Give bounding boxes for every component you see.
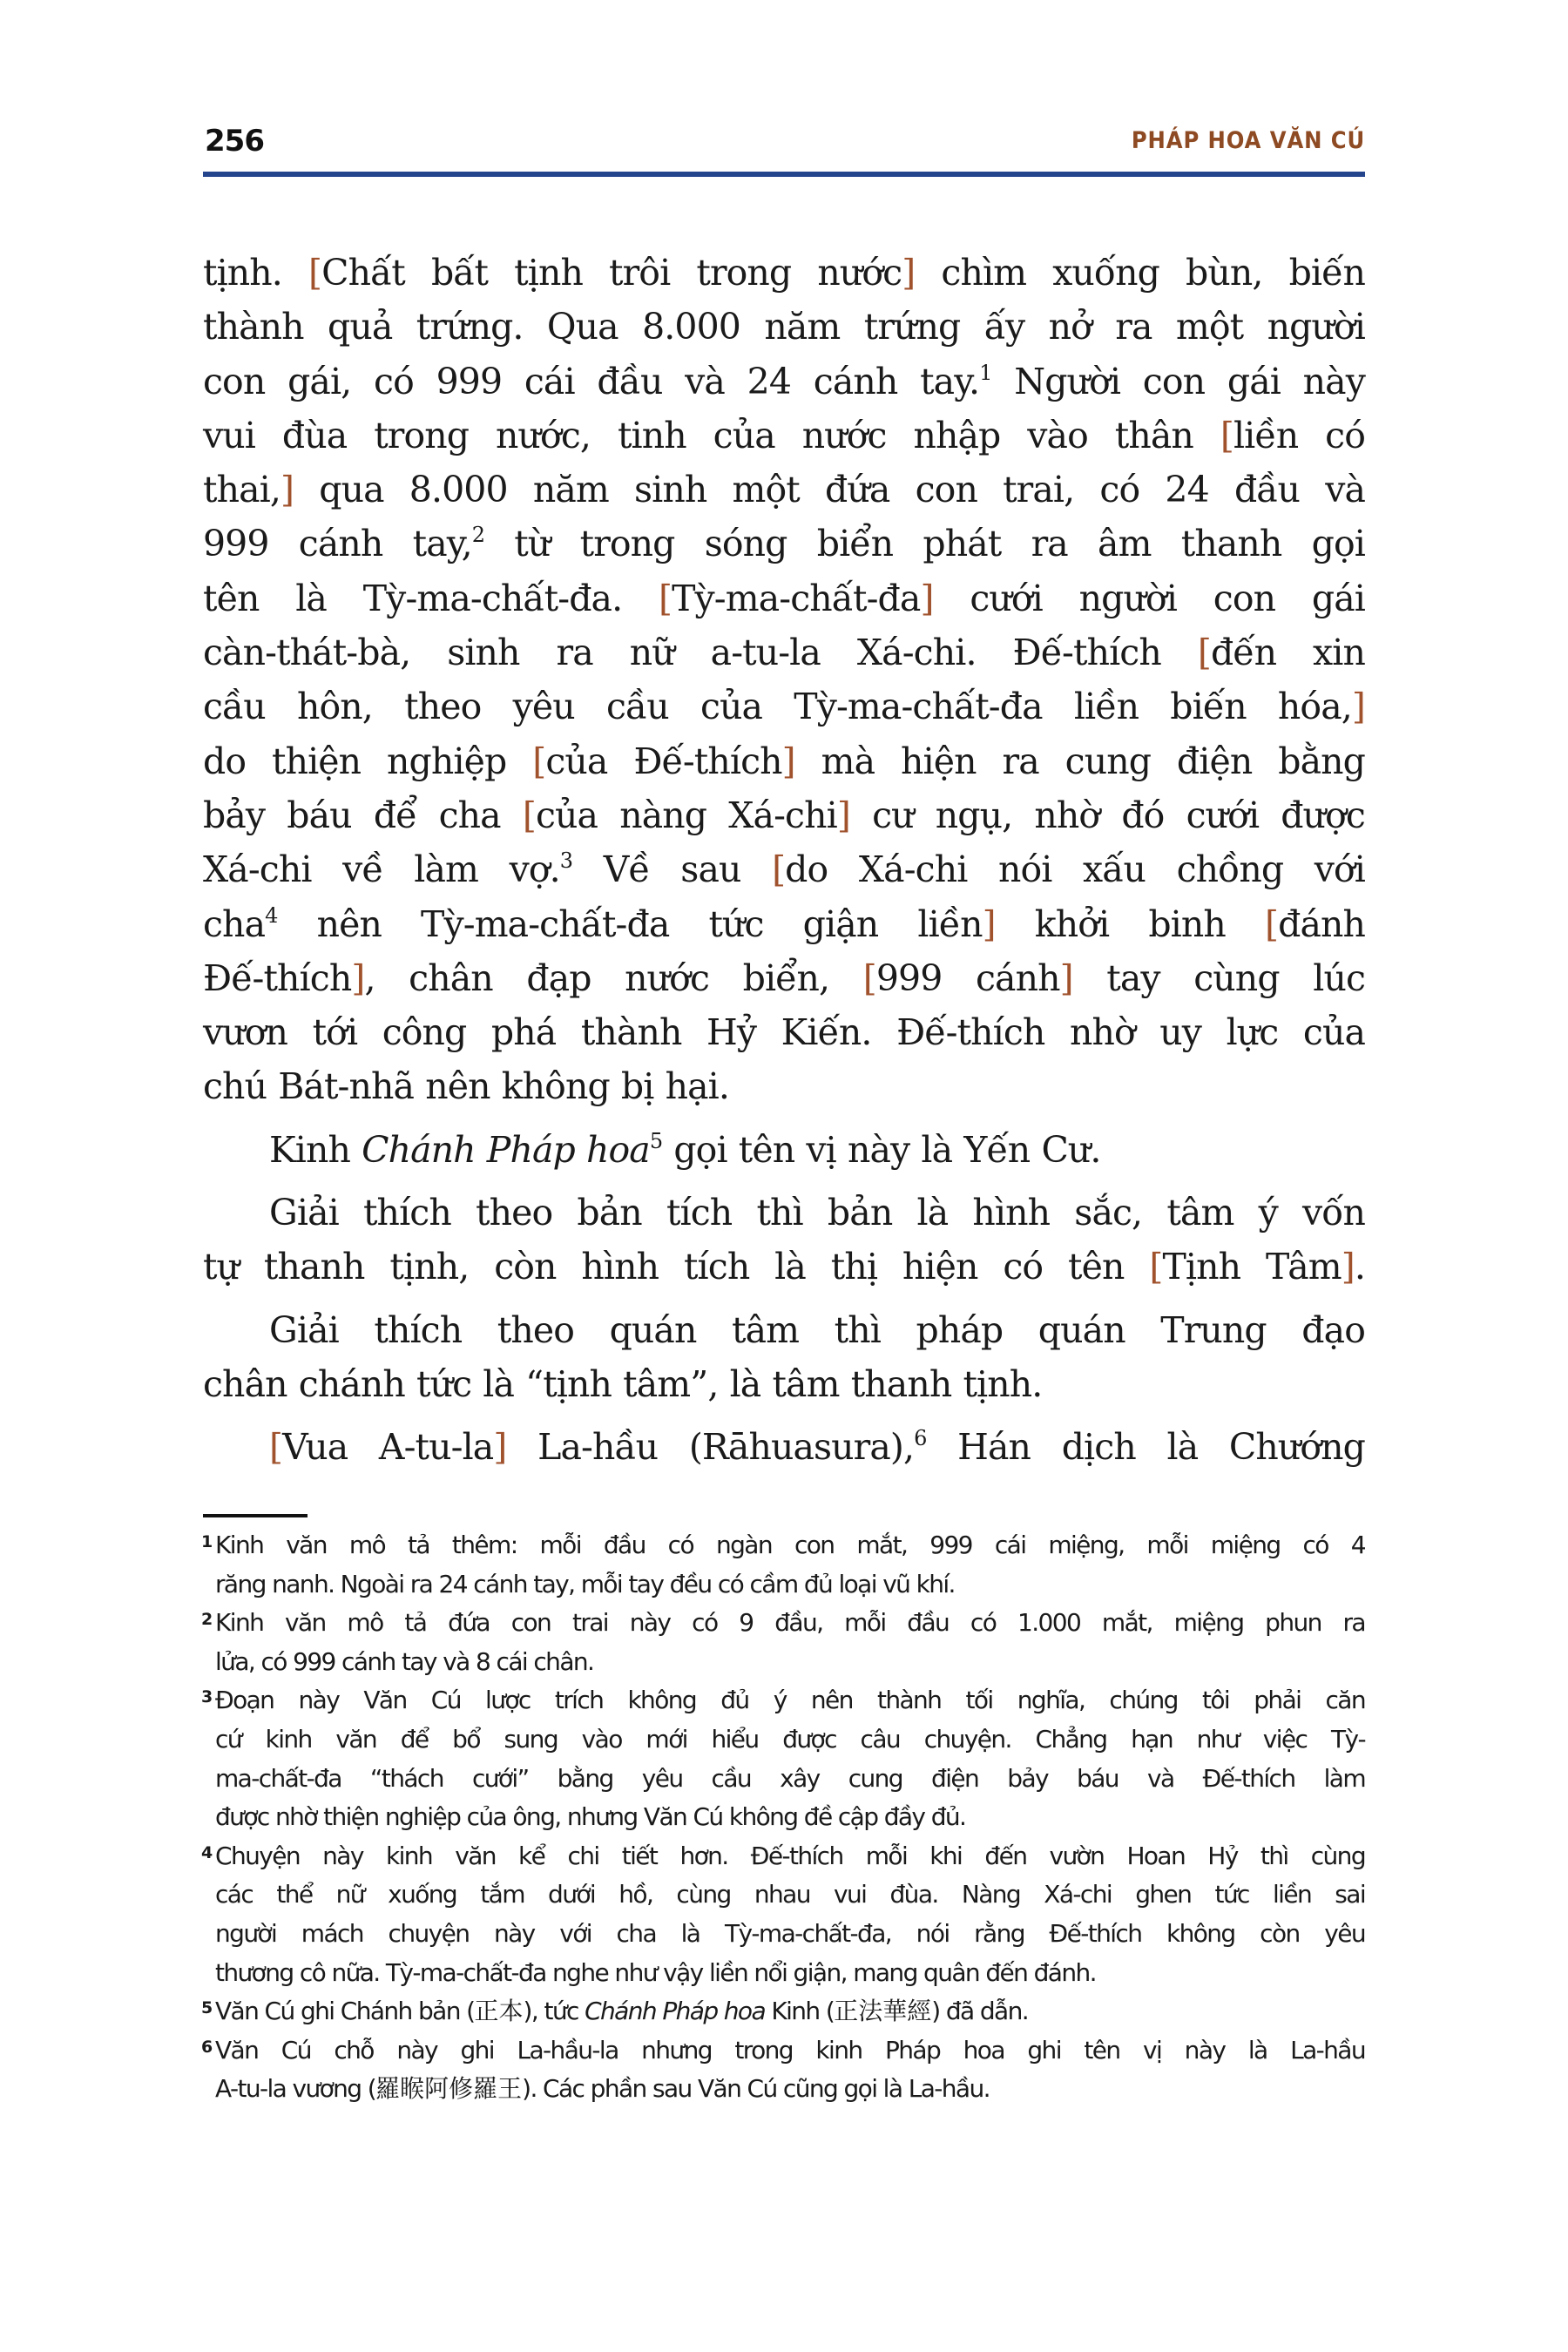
- text-run: tự thanh tịnh, còn hình tích là thị hiện có tên: [203, 1246, 1150, 1288]
- paragraph-2: [203, 1123, 1365, 1177]
- text-run: gọi tên vị này là Yến Cư.: [662, 1128, 1101, 1171]
- bracket: ]: [280, 469, 294, 511]
- bracket: ]: [1351, 686, 1365, 728]
- bracket: [: [1264, 902, 1279, 945]
- footnote-ref-3[interactable]: 3: [559, 848, 573, 874]
- chinese-text: 羅睺阿修羅王: [375, 2074, 523, 2104]
- text-line: [203, 625, 1365, 679]
- text-run: nên Tỳ-ma-chất-đa tức giận liền: [277, 902, 983, 945]
- text-line: [203, 788, 1365, 842]
- footnote-line: thương cô nữa. Tỳ-ma-chất-đa nghe như vậy liền nổi giận, mang quân đến đánh.: [215, 1957, 1096, 1987]
- bracket: [: [772, 848, 786, 891]
- bracket: [: [862, 956, 876, 999]
- footnote-line: [215, 2070, 1365, 2109]
- text-line: [203, 734, 1365, 788]
- text-run: Văn Cú ghi Chánh bản (: [215, 1997, 475, 2026]
- footnote-ref-1[interactable]: 1: [979, 360, 992, 385]
- text-line: [203, 571, 1365, 625]
- footnote-number: 6: [201, 2037, 212, 2057]
- text-run: Xá-chi về làm vợ.: [203, 848, 560, 891]
- text-run: tên là Tỳ-ma-chất-đa.: [203, 577, 659, 619]
- footnote-number: 1: [201, 1532, 212, 1551]
- text-line: [203, 951, 1365, 1005]
- text-line: [203, 246, 1365, 300]
- bracket: ]: [1059, 956, 1073, 999]
- footnote-line: người mách chuyện này với cha là Tỳ-ma-chất-đa, nói rằng Đế-thích không còn yêu: [215, 1918, 1365, 1948]
- footnote-2: [203, 1604, 1365, 1681]
- footnote-line: Đoạn này Văn Cú lược trích không đủ ý nên thành tối nghĩa, chúng tôi phải căn: [215, 1686, 1365, 1715]
- main-text: [203, 246, 1365, 1475]
- bracket: [: [532, 740, 546, 782]
- text-line: [203, 1123, 1365, 1177]
- page-header: [203, 124, 1365, 167]
- page-number: 256: [205, 124, 264, 159]
- footnote-number: 4: [201, 1842, 212, 1862]
- chinese-text: 正法華經: [834, 1997, 932, 2026]
- paragraph-1: [203, 246, 1365, 1114]
- text-run: càn-thát-bà, sinh ra nữ a-tu-la Xá-chi. Đế-thích: [203, 632, 1198, 674]
- text-run: cưới người con gái: [933, 577, 1365, 619]
- book-title: Chánh Pháp hoa: [362, 1128, 650, 1171]
- text-run: cư ngụ, nhờ đó cưới được: [849, 794, 1365, 836]
- text-run: Người con gái này: [991, 360, 1365, 402]
- text-run: 999 cánh: [875, 956, 1060, 999]
- bracket: [: [1197, 632, 1211, 674]
- footnote-line: lửa, có 999 cánh tay và 8 cái chân.: [215, 1646, 594, 1676]
- bracket: ]: [902, 252, 916, 294]
- text-run: Kinh: [269, 1128, 362, 1171]
- footnote-ref-6[interactable]: 6: [914, 1426, 927, 1451]
- footnote-5: [203, 1992, 1365, 2031]
- text-line: chân chánh tức là “tịnh tâm”, là tâm thanh tịnh.: [203, 1362, 1043, 1405]
- footnote-line: Kinh văn mô tả đứa con trai này có 9 đầu, mỗi đầu có 1.000 mắt, miệng phun ra: [215, 1608, 1365, 1638]
- footnote-line: [215, 1992, 1365, 2031]
- paragraph-5: [203, 1420, 1365, 1474]
- text-run: ), tức: [523, 1997, 585, 2026]
- footnote-line: ma-chất-đa “thách cưới” bằng yêu cầu xây cung điện bảy báu và Đế-thích làm: [215, 1763, 1365, 1793]
- text-run: Đế-thích: [203, 956, 352, 999]
- text-run: ) đã dẫn.: [931, 1997, 1029, 2026]
- text-run: Tỳ-ma-chất-đa: [672, 577, 921, 619]
- text-line: [203, 517, 1365, 571]
- bracket: [: [308, 252, 322, 294]
- text-run: Tịnh Tâm: [1162, 1246, 1342, 1288]
- text-run: Vua A-tu-la: [282, 1426, 494, 1469]
- footnote-line: cứ kinh văn để bổ sung vào mới hiểu được câu chuyện. Chẳng hạn như việc Tỳ-: [215, 1724, 1365, 1754]
- bracket: [: [522, 794, 536, 836]
- text-run: vui đùa trong nước, tinh của nước nhập vào thân: [203, 414, 1220, 456]
- text-run: do thiện nghiệp: [203, 740, 533, 782]
- footnote-ref-4[interactable]: 4: [265, 902, 278, 928]
- text-run: , chân đạp nước biển,: [364, 956, 863, 999]
- footnote-3: [203, 1681, 1365, 1836]
- text-run: cầu hôn, theo yêu cầu của Tỳ-ma-chất-đa liền biến hóa,: [203, 686, 1352, 728]
- footnotes: [203, 1526, 1365, 2109]
- text-run: La-hầu (Rāhuasura),: [506, 1426, 915, 1469]
- text-run: thai,: [203, 469, 280, 511]
- text-run: bảy báu để cha: [203, 794, 523, 836]
- text-run: Hán dịch là Chướng: [926, 1426, 1366, 1469]
- bracket: ]: [982, 902, 996, 945]
- text-line: chú Bát-nhã nên không bị hại.: [203, 1065, 730, 1108]
- footnote-ref-5[interactable]: 5: [649, 1128, 663, 1153]
- paragraph-4: [203, 1303, 1365, 1412]
- text-run: mà hiện ra cung điện bằng: [794, 740, 1365, 782]
- text-line: [203, 897, 1365, 951]
- text-line: [203, 842, 1365, 896]
- text-run: Về sau: [572, 848, 773, 891]
- footnote-number: 3: [201, 1687, 212, 1707]
- text-run: liền có: [1233, 414, 1365, 456]
- text-line: [203, 409, 1365, 463]
- footnote-ref-2[interactable]: 2: [471, 523, 485, 548]
- text-run: từ trong sóng biển phát ra âm thanh gọi: [484, 523, 1365, 565]
- text-line: [203, 463, 1365, 517]
- paragraph-3: [203, 1186, 1365, 1294]
- footnote-line: được nhờ thiện nghiệp của ông, nhưng Văn Cú không đề cập đầy đủ.: [215, 1802, 966, 1832]
- footnote-line: Văn Cú chỗ này ghi La-hầu-la nhưng trong kinh Pháp hoa ghi tên vị này là La-hầu: [215, 2035, 1365, 2065]
- footnote-1: [203, 1526, 1365, 1604]
- bracket: [: [1220, 414, 1233, 456]
- footnote-line: Kinh văn mô tả thêm: mỗi đầu có ngàn con mắt, 999 cái miệng, mỗi miệng có 4: [215, 1531, 1365, 1559]
- text-run: A-tu-la vương (: [215, 2074, 376, 2104]
- bracket: ]: [493, 1426, 507, 1469]
- text-line: [203, 1420, 1365, 1474]
- bracket: [: [269, 1426, 283, 1469]
- text-run: chìm xuống bùn, biến: [915, 252, 1365, 294]
- text-run: Chất bất tịnh trôi trong nước: [321, 252, 902, 294]
- text-run: ). Các phần sau Văn Cú cũng gọi là La-hầu.: [522, 2074, 990, 2104]
- bracket: ]: [781, 740, 795, 782]
- text-run: do Xá-chi nói xấu chồng với: [785, 848, 1366, 891]
- text-run: Kinh (: [765, 1997, 835, 2026]
- text-line: [203, 355, 1365, 409]
- bracket: [: [658, 577, 672, 619]
- chinese-text: 正本: [474, 1997, 524, 2026]
- text-run: 999 cánh tay,: [203, 523, 472, 565]
- footnote-number: 5: [201, 1998, 212, 2018]
- text-run: con gái, có 999 cái đầu và 24 cánh tay.: [203, 360, 980, 402]
- bracket: ]: [836, 794, 850, 836]
- text-run: tay cùng lúc: [1072, 956, 1366, 999]
- text-run: tịnh.: [203, 252, 308, 294]
- footnote-line: răng nanh. Ngoài ra 24 cánh tay, mỗi tay đều có cầm đủ loại vũ khí.: [215, 1569, 955, 1598]
- text-run: khởi binh: [995, 902, 1265, 945]
- text-line: vươn tới công phá thành Hỷ Kiến. Đế-thích nhờ uy lực của: [203, 1011, 1365, 1054]
- bracket: ]: [1341, 1246, 1355, 1288]
- footnote-line: Chuyện này kinh văn kể chi tiết hơn. Đế-thích mỗi khi đến vườn Hoan Hỷ thì cùng: [215, 1841, 1365, 1870]
- text-run: qua 8.000 năm sinh một đứa con trai, có 24 đầu và: [294, 469, 1365, 511]
- text-run: đánh: [1278, 902, 1365, 945]
- text-run: của Đế-thích: [545, 740, 782, 782]
- text-line: [203, 1240, 1365, 1294]
- text-line: thành quả trứng. Qua 8.000 năm trứng ấy nở ra một người: [203, 306, 1365, 348]
- header-rule: [203, 172, 1365, 177]
- bracket: ]: [920, 577, 934, 619]
- text-line: [203, 679, 1365, 733]
- footnote-6: [203, 2031, 1365, 2109]
- bracket: [: [1149, 1246, 1163, 1288]
- text-run: của nàng Xá-chi: [535, 794, 837, 836]
- text-run: .: [1354, 1246, 1366, 1288]
- text-line: Giải thích theo quán tâm thì pháp quán Trung đạo: [269, 1308, 1365, 1351]
- book-title: Chánh Pháp hoa: [585, 1997, 766, 2026]
- bracket: ]: [351, 956, 365, 999]
- text-run: cha: [203, 902, 266, 945]
- text-line: Giải thích theo bản tích thì bản là hình sắc, tâm ý vốn: [269, 1192, 1365, 1234]
- footnote-line: các thể nữ xuống tắm dưới hồ, cùng nhau vui đùa. Nàng Xá-chi ghen tức liền sai: [215, 1880, 1365, 1909]
- running-title: PHÁP HOA VĂN CÚ: [1131, 127, 1365, 154]
- footnote-number: 2: [201, 1610, 212, 1630]
- footnote-separator: [203, 1514, 308, 1517]
- text-run: đến xin: [1210, 632, 1366, 674]
- footnote-4: [203, 1837, 1365, 1992]
